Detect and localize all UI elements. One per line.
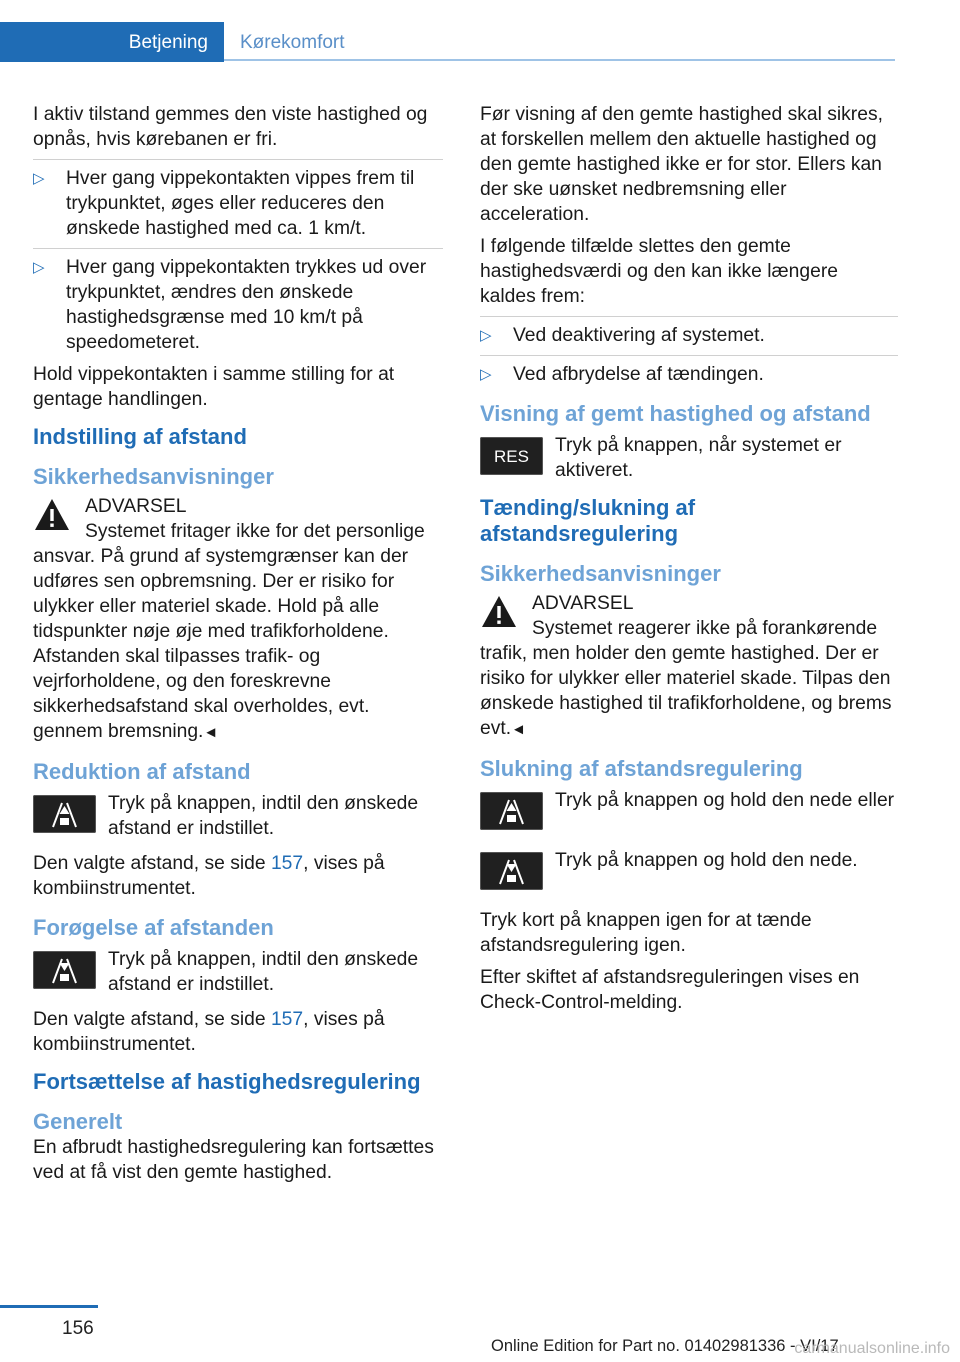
subsection-heading: Forøgelse af afstanden bbox=[33, 915, 274, 940]
tab-korekomfort[interactable]: Kørekomfort bbox=[240, 32, 345, 53]
paragraph: Hold vippekontakten i samme stilling for at gentage handlingen. bbox=[33, 364, 395, 410]
instruction-text: Tryk på knappen, indtil den ønskede afstand er indstillet. bbox=[108, 949, 419, 995]
subsection-heading: Sikkerhedsanvisninger bbox=[33, 464, 274, 489]
section-heading: Tænding/slukning af afstandsregulering bbox=[480, 495, 696, 546]
divider bbox=[480, 316, 898, 317]
subsection-heading: Slukning af afstandsregulering bbox=[480, 756, 803, 781]
instruction-text: Tryk på knappen, når systemet er aktiveret. bbox=[555, 435, 842, 481]
section-heading: Indstilling af afstand bbox=[33, 424, 247, 449]
paragraph: Før visning af den gemte hastighed skal sikres, at forskellen mellem den aktuelle hastighed og den gemte hastighed ikke er for stor. Ellers kan der ske uønsket nedbremsning eller acceleration. bbox=[480, 104, 883, 225]
distance-increase-button-icon bbox=[480, 852, 543, 890]
divider bbox=[33, 248, 443, 249]
list-item bbox=[480, 362, 898, 387]
list-item bbox=[480, 323, 898, 348]
header-divider bbox=[224, 59, 895, 61]
paragraph: En afbrudt hastighedsregulering kan fortsættes ved at få vist den gemte hastighed. bbox=[33, 1137, 434, 1183]
bullet-triangle-icon: ▷ bbox=[33, 170, 45, 187]
distance-reduce-button-icon bbox=[33, 795, 96, 833]
instruction-with-button bbox=[33, 947, 443, 997]
instruction-text: Tryk på knappen og hold den nede. bbox=[555, 850, 858, 871]
paragraph: I aktiv tilstand gemmes den viste hastighed og opnås, hvis kørebanen er fri. bbox=[33, 104, 428, 150]
subsection-heading: Generelt bbox=[33, 1109, 123, 1134]
warning-title: ADVARSEL bbox=[85, 496, 187, 517]
subsection-heading: Visning af gemt hastighed og afstand bbox=[480, 401, 871, 426]
instruction-with-button bbox=[480, 848, 898, 898]
page-number: 156 bbox=[62, 1318, 94, 1339]
subsection-heading: Reduktion af afstand bbox=[33, 759, 251, 784]
bullet-triangle-icon: ▷ bbox=[480, 366, 492, 383]
list-item-text: Ved deaktivering af systemet. bbox=[513, 325, 765, 346]
tab-betjening[interactable] bbox=[0, 22, 224, 62]
instruction-with-button bbox=[33, 791, 443, 841]
section-heading: Fortsættelse af hastighedsregulering bbox=[33, 1069, 421, 1094]
right-column bbox=[480, 102, 898, 1022]
left-column bbox=[33, 102, 443, 1192]
end-mark-icon: ◄ bbox=[203, 724, 219, 741]
warning-triangle-icon bbox=[33, 496, 71, 534]
edition-note: Online Edition for Part no. 01402981336 - VI/17 bbox=[491, 1337, 839, 1355]
page-reference-link[interactable]: 157 bbox=[270, 853, 304, 874]
paragraph: Den valgte afstand, se side 157, vises på kombiinstrumentet. bbox=[33, 1009, 385, 1055]
subsection-heading: Sikkerhedsanvisninger bbox=[480, 561, 721, 586]
paragraph: Den valgte afstand, se side 157, vises på kombiinstrumentet. bbox=[33, 853, 385, 899]
warning-text: Systemet fritager ikke for det personlige ansvar. På grund af systemgrænser kan der udføres sen opbremsning. Der er risiko for ulykker eller materiel skade. Hold på alle tidspunkter nøje øje med trafikforholdene. Afstanden skal tilpasses trafik- og vejrforholdene, og den foreskrevne sikkerhedsafstand skal overholdes, evt. gennem bremsning.◄ bbox=[33, 521, 425, 742]
list-item bbox=[33, 255, 443, 355]
tab-betjening-label: Betjening bbox=[128, 32, 208, 53]
header-bar bbox=[0, 22, 895, 62]
paragraph: Tryk kort på knappen igen for at tænde afstandsregulering igen. bbox=[480, 910, 812, 956]
divider bbox=[480, 355, 898, 356]
end-mark-icon: ◄ bbox=[511, 721, 526, 738]
instruction-with-button bbox=[480, 433, 898, 483]
warning-triangle-icon bbox=[480, 593, 518, 631]
warning-block bbox=[33, 494, 443, 519]
warning-block bbox=[480, 591, 898, 616]
bullet-triangle-icon: ▷ bbox=[480, 327, 492, 344]
instruction-text: Tryk på knappen, indtil den ønskede afstand er indstillet. bbox=[108, 793, 419, 839]
distance-reduce-button-icon bbox=[480, 792, 543, 830]
warning-text: Systemet reagerer ikke på forankørende trafik, men holder den gemte hastighed. Der er risiko for ulykker eller materiel skade. Tilpas den ønskede hastighed til trafikforholdene, og brems evt.◄ bbox=[480, 618, 892, 739]
page-reference-link[interactable]: 157 bbox=[270, 1009, 304, 1030]
instruction-with-button bbox=[480, 788, 898, 838]
instruction-text: Tryk på knappen og hold den nede eller bbox=[555, 790, 895, 811]
list-item-text: Hver gang vippekontakten vippes frem til trykpunktet, øges eller reduceres den ønskede hastighed med ca. 1 km/t. bbox=[66, 168, 415, 239]
watermark: carmanualsonline.info bbox=[794, 1340, 950, 1357]
bullet-triangle-icon: ▷ bbox=[33, 259, 45, 276]
divider bbox=[33, 159, 443, 160]
footer-rule bbox=[0, 1305, 98, 1308]
distance-increase-button-icon bbox=[33, 951, 96, 989]
list-item bbox=[33, 166, 443, 241]
res-button-icon bbox=[480, 437, 543, 475]
warning-title: ADVARSEL bbox=[532, 593, 634, 614]
res-button-label: RES bbox=[494, 446, 529, 466]
paragraph: I følgende tilfælde slettes den gemte hastighedsværdi og den kan ikke længere kaldes frem: bbox=[480, 236, 838, 307]
list-item-text: Ved afbrydelse af tændingen. bbox=[513, 364, 764, 385]
paragraph: Efter skiftet af afstandsreguleringen vises en Check-Control-melding. bbox=[480, 967, 860, 1013]
list-item-text: Hver gang vippekontakten trykkes ud over trykpunktet, ændres den ønskede hastighedsgrænse med 10 km/t på speedometeret. bbox=[66, 257, 427, 353]
